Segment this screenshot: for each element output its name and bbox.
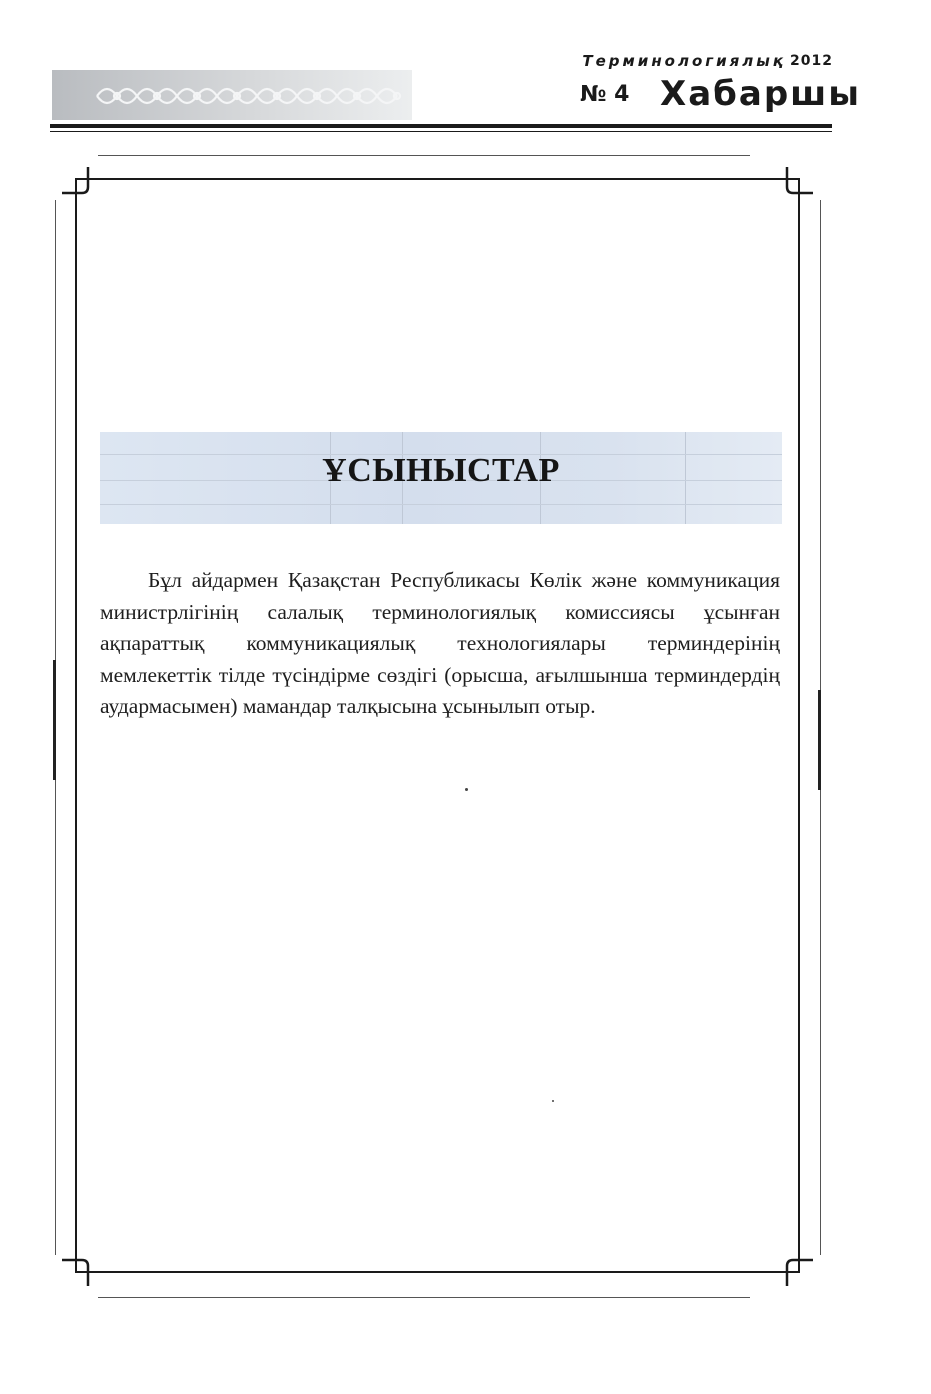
frame-corner-top-right-icon bbox=[775, 165, 815, 205]
journal-title: Хабаршы bbox=[660, 74, 862, 114]
intro-paragraph: Бұл айдармен Қазақстан Республикасы Көлік және коммуникация министрлігінің салалық терминологиялық комиссиясы ұсынған ақпараттық коммуникациялық технологиялары терминдерінің мемлекеттік тілде түсіндірме сөздігі (орысша, ағылшынша терминдердің аудармасымен) мамандар талқысына ұсынылып отыр. bbox=[100, 568, 780, 718]
right-side-mark bbox=[818, 690, 821, 790]
top-divider bbox=[98, 155, 750, 156]
left-side-mark bbox=[53, 660, 56, 780]
issue-number: № 4 bbox=[580, 82, 630, 107]
header-ornament-band bbox=[52, 70, 412, 120]
scan-speck bbox=[465, 788, 468, 791]
header-rule-thin bbox=[50, 131, 832, 132]
page-frame bbox=[75, 178, 800, 1273]
section-title: ҰСЫНЫСТАР bbox=[322, 452, 560, 489]
frame-corner-top-left-icon bbox=[60, 165, 100, 205]
journal-name: Терминологиялық bbox=[582, 52, 786, 70]
kazakh-ornament-icon bbox=[92, 76, 412, 116]
frame-corner-bottom-right-icon bbox=[775, 1248, 815, 1288]
scan-speck bbox=[552, 1100, 554, 1102]
journal-year: 2012 bbox=[790, 53, 833, 69]
bottom-divider bbox=[98, 1297, 750, 1298]
frame-corner-bottom-left-icon bbox=[60, 1248, 100, 1288]
header-rule-thick bbox=[50, 124, 832, 128]
